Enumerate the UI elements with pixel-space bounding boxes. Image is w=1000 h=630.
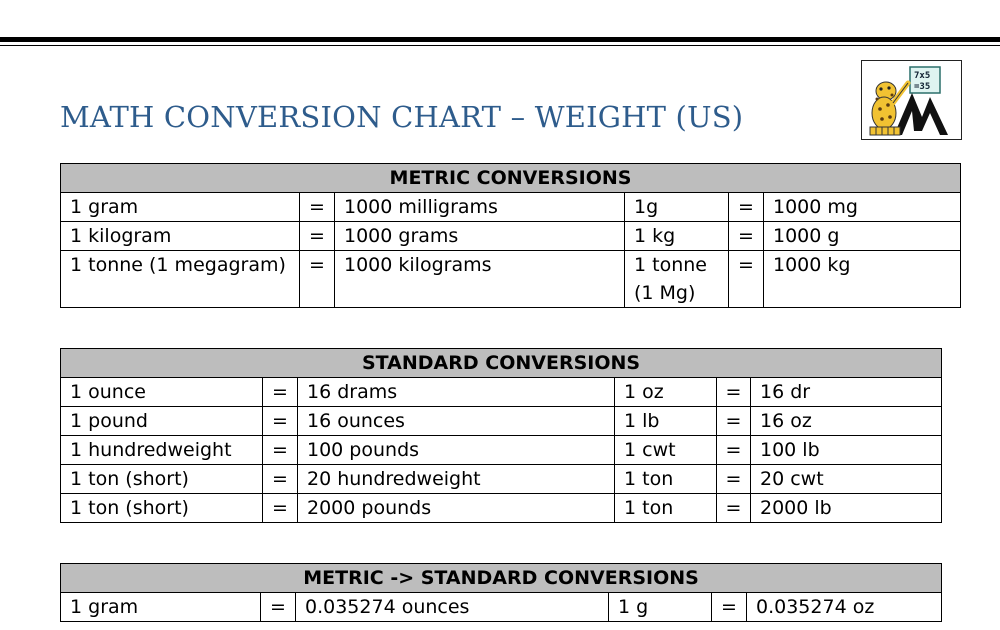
value-cell: 2000 pounds <box>298 494 615 523</box>
table-row <box>61 494 942 523</box>
table-header-row <box>61 349 942 378</box>
abbr-unit-cell: 1 g <box>609 593 712 622</box>
table-header-row <box>61 164 961 193</box>
table-row <box>61 251 961 308</box>
abbr-value-cell: 20 cwt <box>751 465 942 494</box>
equals-cell: = <box>263 494 298 523</box>
table-row <box>61 407 942 436</box>
abbr-unit-cell: 1 kg <box>625 222 729 251</box>
abbr-unit-cell: 1 ton <box>615 465 717 494</box>
abbr-unit-cell: 1 ton <box>615 494 717 523</box>
table-row <box>61 222 961 251</box>
unit-cell: 1 gram <box>61 593 261 622</box>
abbr-value-cell: 16 dr <box>751 378 942 407</box>
unit-cell: 1 ton (short) <box>61 494 263 523</box>
unit-cell: 1 hundredweight <box>61 436 263 465</box>
table-row <box>61 378 942 407</box>
table-header: METRIC -> STANDARD CONVERSIONS <box>61 564 942 593</box>
abbr-value-cell: 1000 mg <box>764 193 961 222</box>
equals-cell: = <box>717 465 751 494</box>
abbr-value-cell: 2000 lb <box>751 494 942 523</box>
abbr-value-cell: 0.035274 oz <box>747 593 942 622</box>
unit-cell: 1 tonne (1 megagram) <box>61 251 300 308</box>
metric-conversions-table <box>60 163 961 308</box>
unit-cell: 1 ton (short) <box>61 465 263 494</box>
equals-cell: = <box>261 593 296 622</box>
table-row <box>61 436 942 465</box>
equals-cell: = <box>712 593 747 622</box>
equals-cell: = <box>300 193 335 222</box>
equals-cell: = <box>263 378 298 407</box>
unit-cell: 1 ounce <box>61 378 263 407</box>
value-cell: 100 pounds <box>298 436 615 465</box>
value-cell: 1000 milligrams <box>335 193 625 222</box>
equals-cell: = <box>263 407 298 436</box>
abbr-unit-cell: 1 oz <box>615 378 717 407</box>
value-cell: 16 ounces <box>298 407 615 436</box>
equals-cell: = <box>729 222 764 251</box>
table-header: STANDARD CONVERSIONS <box>61 349 942 378</box>
equals-cell: = <box>717 407 751 436</box>
unit-cell: 1 pound <box>61 407 263 436</box>
logo-text-line2: =35 <box>914 82 931 92</box>
value-cell: 16 drams <box>298 378 615 407</box>
equals-cell: = <box>263 436 298 465</box>
abbr-unit-cell: 1 tonne (1 Mg) <box>625 251 729 308</box>
table-header: METRIC CONVERSIONS <box>61 164 961 193</box>
value-cell: 1000 kilograms <box>335 251 625 308</box>
logo-text-line1: 7x5 <box>914 71 931 81</box>
equals-cell: = <box>300 222 335 251</box>
table-row <box>61 465 942 494</box>
abbr-value-cell: 16 oz <box>751 407 942 436</box>
abbr-unit-cell: 1 lb <box>615 407 717 436</box>
page-title: MATH CONVERSION CHART – WEIGHT (US) <box>60 100 744 134</box>
abbr-unit-cell: 1 cwt <box>615 436 717 465</box>
abbr-value-cell: 100 lb <box>751 436 942 465</box>
unit-cell: 1 gram <box>61 193 300 222</box>
table-row <box>61 193 961 222</box>
table-header-row <box>61 564 942 593</box>
equals-cell: = <box>729 251 764 308</box>
equals-cell: = <box>300 251 335 308</box>
value-cell: 0.035274 ounces <box>296 593 609 622</box>
abbr-value-cell: 1000 g <box>764 222 961 251</box>
abbr-unit-cell: 1g <box>625 193 729 222</box>
standard-conversions-table <box>60 348 942 523</box>
abbr-value-cell: 1000 kg <box>764 251 961 308</box>
unit-cell: 1 kilogram <box>61 222 300 251</box>
equals-cell: = <box>263 465 298 494</box>
equals-cell: = <box>717 436 751 465</box>
equals-cell: = <box>717 494 751 523</box>
metric-to-standard-conversions-table <box>60 563 942 622</box>
equals-cell: = <box>717 378 751 407</box>
table-row <box>61 593 942 622</box>
equals-cell: = <box>729 193 764 222</box>
value-cell: 1000 grams <box>335 222 625 251</box>
value-cell: 20 hundredweight <box>298 465 615 494</box>
